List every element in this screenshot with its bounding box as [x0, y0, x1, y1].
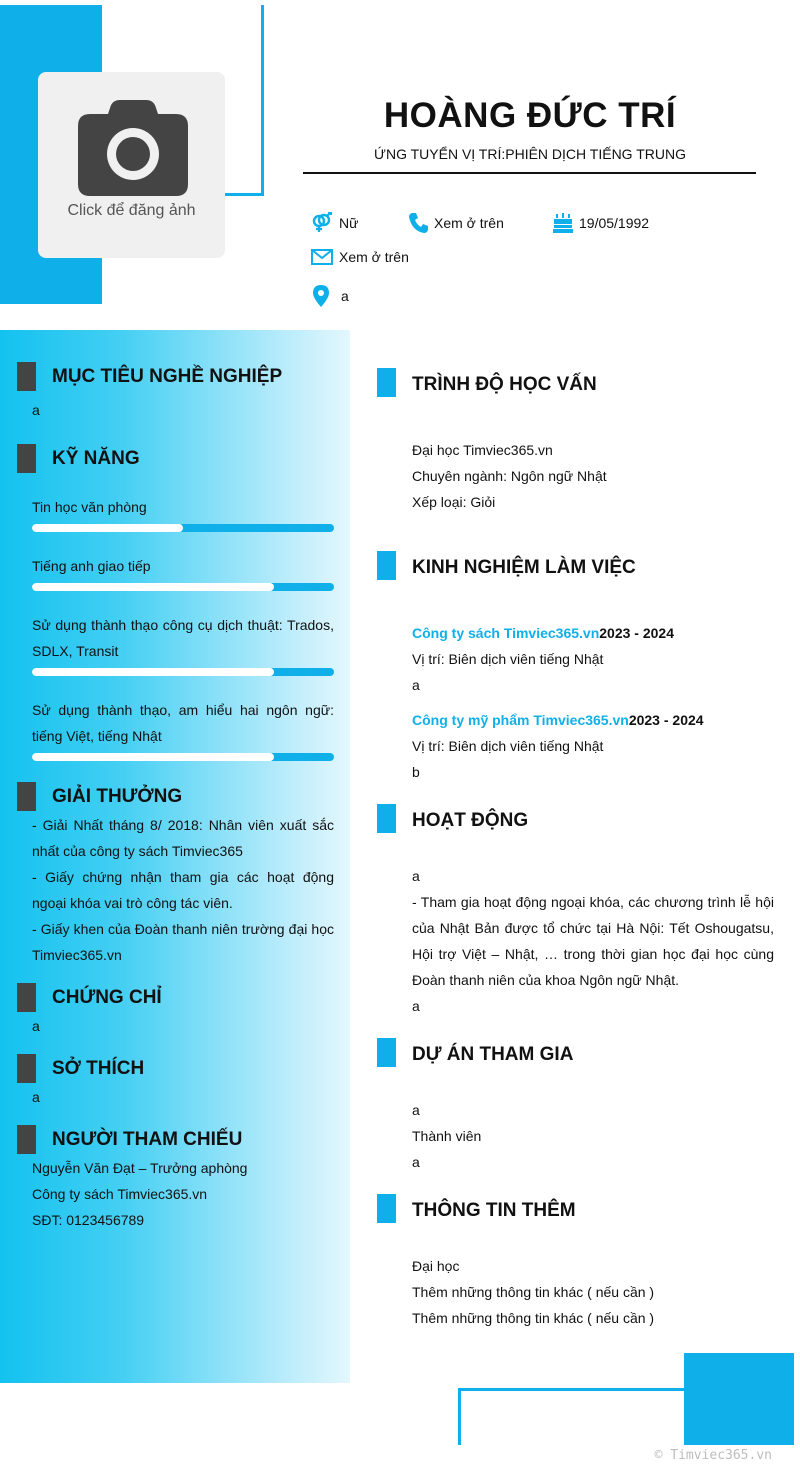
phone-value: Xem ở trên [434, 215, 504, 231]
skill-level-fill [32, 668, 274, 676]
skill-level-bar [32, 753, 334, 761]
job-description: b [412, 764, 420, 780]
section-marker [17, 444, 36, 473]
objective-text: a [32, 402, 40, 418]
job-role: Vị trí: Biên dịch viên tiếng Nhật [412, 738, 604, 754]
job-entry [412, 620, 774, 698]
education-line: Đại học Timviec365.vn [412, 442, 553, 458]
email-info [311, 248, 409, 266]
gender-info [311, 212, 358, 234]
activity-line: a [412, 868, 420, 884]
reference-line: SĐT: 0123456789 [32, 1212, 145, 1228]
section-title: TRÌNH ĐỘ HỌC VẤN [412, 374, 597, 395]
awards-list [32, 812, 334, 968]
skill-level-fill [32, 753, 274, 761]
job-company: Công ty mỹ phẩm Timviec365.vn [412, 712, 629, 728]
skill-name: Sử dụng thành thạo công cụ dịch thuật: Trados, SDLX, Transit [32, 617, 334, 659]
skill-level-bar [32, 583, 334, 591]
more-info-line: Thêm những thông tin khác ( nếu cần ) [412, 1310, 655, 1326]
section-marker [17, 782, 36, 811]
job-header [412, 707, 774, 733]
phone-icon [408, 212, 428, 234]
decor-frame-bottom-right [458, 1388, 685, 1445]
section-marker [377, 1194, 396, 1223]
skill-name: Tiếng anh giao tiếp [32, 558, 151, 574]
project-line: a [412, 1154, 420, 1170]
watermark: © Timviec365.vn [654, 1448, 772, 1463]
job-entry [412, 707, 774, 785]
job-role: Vị trí: Biên dịch viên tiếng Nhật [412, 651, 604, 667]
section-title: SỞ THÍCH [52, 1058, 145, 1079]
section-title: MỤC TIÊU NGHỀ NGHIỆP [52, 366, 283, 387]
address-info [313, 285, 349, 307]
job-company: Công ty sách Timviec365.vn [412, 625, 600, 641]
avatar-upload-label: Click để đăng ảnh [67, 202, 196, 219]
references-list [32, 1155, 334, 1233]
section-title: GIẢI THƯỞNG [52, 786, 183, 807]
education-details [412, 437, 774, 515]
reference-line: Công ty sách Timviec365.vn [32, 1186, 208, 1202]
section-title: KINH NGHIỆM LÀM VIỆC [412, 557, 636, 578]
job-description: a [412, 677, 420, 693]
skill-level-bar [32, 668, 334, 676]
gender-value: Nữ [339, 215, 359, 231]
phone-info [408, 212, 504, 234]
job-period: 2023 - 2024 [628, 712, 704, 728]
reference-line: Nguyễn Văn Đạt – Trưởng aphòng [32, 1160, 248, 1176]
section-marker [377, 1038, 396, 1067]
education-line: Chuyên ngành: Ngôn ngữ Nhật [412, 468, 607, 484]
applied-position: ỨNG TUYỂN VỊ TRÍ:PHIÊN DỊCH TIẾNG TRUNG [374, 146, 686, 162]
job-period: 2023 - 2024 [599, 625, 674, 641]
gender-icon [311, 212, 333, 234]
candidate-name: HOÀNG ĐỨC TRÍ [383, 96, 677, 135]
section-title: CHỨNG CHỈ [52, 987, 162, 1008]
section-marker [17, 1054, 36, 1083]
birthday-cake-icon [553, 212, 573, 234]
section-title: NGƯỜI THAM CHIẾU [52, 1129, 243, 1150]
section-marker [377, 804, 396, 833]
birthday-value: 19/05/1992 [579, 215, 650, 231]
more-info-line: Thêm những thông tin khác ( nếu cần ) [412, 1284, 655, 1300]
camera-icon [78, 100, 188, 196]
skill-name: Tin học văn phòng [32, 499, 147, 515]
more-info-details [412, 1253, 774, 1331]
skill-level-fill [32, 583, 274, 591]
award-item: - Giải Nhất tháng 8/ 2018: Nhân viên xuất sắc nhất của công ty sách Timviec365 [32, 817, 334, 859]
section-marker [377, 368, 396, 397]
activity-line: a [412, 998, 420, 1014]
avatar-upload[interactable] [38, 72, 225, 258]
email-icon [311, 248, 333, 266]
award-item: - Giấy chứng nhận tham gia các hoạt động ngoại khóa vai trò công tác viên. [32, 869, 334, 911]
section-marker [377, 551, 396, 580]
activity-paragraph: - Tham gia hoạt động ngoại khóa, các chương trình lễ hội của Nhật Bản được tổ chức tại Hà Nội: Tết Oshougatsu, Hội trợ Việt – Nhật, … trong thời gian học đại học cùng Đoàn thanh niên của khoa Ngôn ngữ Nhật. [412, 894, 774, 988]
skill-name: Sử dụng thành thạo, am hiểu hai ngôn ngữ: tiếng Việt, tiếng Nhật [32, 702, 334, 744]
section-marker [17, 983, 36, 1012]
hobbies-text: a [32, 1089, 40, 1105]
project-line: Thành viên [412, 1128, 482, 1144]
section-title: HOẠT ĐỘNG [412, 810, 529, 831]
birthday-info [553, 212, 649, 234]
section-marker [17, 1125, 36, 1154]
job-header [412, 620, 774, 646]
address-value: a [341, 288, 349, 304]
decor-block-bottom-right [684, 1353, 794, 1445]
section-marker [17, 362, 36, 391]
section-title: DỰ ÁN THAM GIA [412, 1044, 574, 1065]
title-divider [303, 172, 756, 174]
education-line: Xếp loại: Giỏi [412, 494, 496, 510]
award-item: - Giấy khen của Đoàn thanh niên trường đại học Timviec365.vn [32, 921, 334, 963]
certificates-text: a [32, 1018, 40, 1034]
section-title: THÔNG TIN THÊM [412, 1200, 576, 1221]
email-value: Xem ở trên [339, 249, 409, 265]
skill-level-fill [32, 524, 183, 532]
section-title: KỸ NĂNG [52, 448, 140, 469]
activities-details [412, 863, 774, 1019]
projects-details [412, 1097, 774, 1175]
skill-level-bar [32, 524, 334, 532]
project-line: a [412, 1102, 420, 1118]
location-icon [313, 285, 329, 307]
more-info-line: Đại học [412, 1258, 460, 1274]
